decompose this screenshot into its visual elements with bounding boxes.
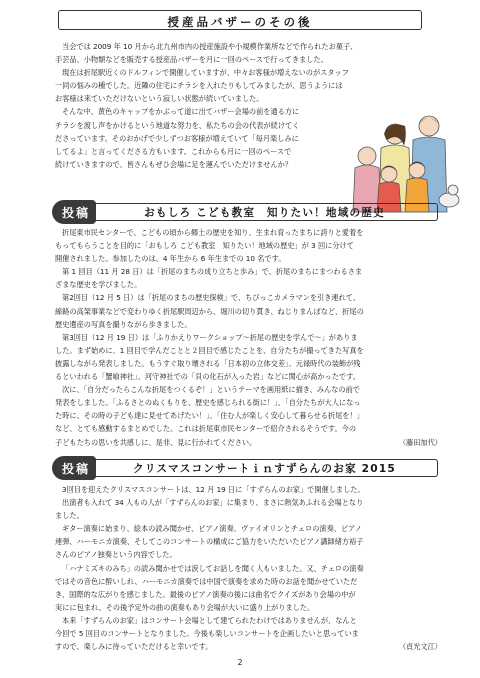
section3-line: 実にに包まれ、その後予定外の曲の演奏もあり会場が大いに盛り上がりました。 [55, 602, 315, 612]
post-tag-label: 投稿 [62, 206, 91, 220]
section2-line: 発表をしました。「ふるさとのぬくもりを、歴史を感じられる街に！」、「自分たちが大人になっ [55, 398, 361, 408]
section2-title-bar [92, 203, 438, 221]
section3-line: 「ハナミズキのみち」の読み聞かせでは涙してお話しを聞く人もいました。又、チェロの演奏 [62, 563, 364, 573]
section1-line: チラシを渡し声をかけるという地道な努力を、私たちの会の代表が続けてく [55, 120, 300, 130]
page-number: 2 [237, 658, 243, 667]
section2-line: もってもらうことを目的に「おもしろ こども教室 知りたい！地域の歴史」が 3 回に分けて [55, 241, 354, 251]
section3-line: ギター演奏に始まり、絵本の読み聞かせ、ピアノ演奏、ヴァイオリンとチェロの演奏、ピアノ [62, 524, 362, 534]
section2-line: ざまな歴史を学びました。 [55, 280, 142, 290]
section1-title-box [58, 10, 422, 30]
section3-line: 本来「すずらんのお家」はコンサート会場として建てられたわけではありませんが、なんと [62, 615, 357, 625]
section3-title: クリスマスコンサートｉｎすずらんのお家 2015 [133, 463, 396, 475]
section2-title: おもしろ こども教室 知りたい！地域の歴史 [144, 207, 385, 219]
section2-line: 第2回目（12 月 5 日）は「折尾のまちの歴史探検」で、ちびっこカメラマンを引き連れて、 [62, 293, 360, 303]
section2-line: た時に、その時の子ども達に見せてあげたい！」、「住む人が楽しく安心して暮らせる折尾を！」 [55, 411, 364, 421]
section2-line: るといわれる「蟹喰神社」、河守神社での「貝の化石が入った岩」などに関心が高かったです。 [55, 372, 360, 382]
section2-body [55, 226, 450, 449]
post-tag [52, 456, 96, 480]
section1-line: お客様は来ていただけないという寂しい状態が続いていました。 [55, 94, 264, 104]
section1-line: 当会では 2009 年 10 月から北九州市内の授産施設や小規模作業所などで作られたお菓子、 [62, 42, 358, 51]
section2-signature: （藤田加代） [398, 437, 442, 447]
section3-header [52, 456, 438, 480]
section2-line: 次に、「自分だったらこんな折尾をつくるぞ！」というテーマを画用紙に描き、みんなの前で [62, 385, 360, 395]
section3-line: き、国際的な広がりを感じました。最後のピアノ演奏の後には曲名でクイズがあり会場の中が [55, 589, 356, 599]
section2-line: 歴史遺産の写真を撮りながら歩きました。 [55, 319, 192, 329]
section2-line: した。まず始めに、1 回目で学んだことと２回目で感じたことを、自分たちが撮ってきた写真を [55, 345, 364, 355]
section1-line: 一同の悩みの種でした。近隣の住宅にチラシを入れたりもしてみましたが、思うようには [55, 81, 343, 91]
post-tag [52, 200, 96, 224]
section2-line: 第 1 回目（11 月 28 日）は「折尾のまちの成り立ちと歩み」で、折尾のまちにまつわるさま [62, 267, 363, 277]
section3-title-bar [92, 459, 438, 477]
section2-line: 開催されました。参加したのは、4 年生から 6 年生までの 10 名です。 [55, 254, 286, 264]
section3-line: 今回で 5 回目のコンサートとなりました。今後も楽しいコンサートを企画したいと思っていま [55, 629, 359, 639]
section2-line: など、とても感動するまとめでした。これは折尾東市民センターで紹介されるそうです。今の [55, 424, 357, 434]
section1-title: 授産品バザーのその後 [167, 15, 313, 29]
section1-line: そんな中、黄色のキャップをかぶって道に出てバザー会場の前を通る方に [62, 107, 300, 117]
section1-line: 手芸品、小物類などを販売する授産品バザーを月に一回のペースで行ってきました。 [55, 55, 328, 65]
section1-line: 現在は折尾駅近くのドルフィンで開催していますが、中々お客様が増えないのがスタッフ [62, 68, 349, 78]
section3-signature: （貞光文江） [398, 642, 442, 652]
section3-body [55, 483, 450, 653]
section3-line: 3回目を迎えたクリスマスコンサートは、12 月 19 日に「すずらんのお家」で開催しました。 [62, 485, 365, 494]
section2-line: 線路の高架事業などで変わりゆく折尾駅周辺から、堀川の切り貫き、ねじりまんぽなど、折尾の [55, 306, 364, 316]
section3-line: 連弾、ハーモニカ演奏、そしてこのコンサートの構成にご協力をいただいたピアノ講師緒方裕子 [55, 537, 364, 547]
section1-line: してるよ」と言ってくださる方もいます。これからも月に一回のペースで [55, 146, 292, 156]
section3-line: さんのピアノ独奏という内容でした。 [55, 550, 177, 560]
section2-line: 子どもたちの思いを共感しに、是非、見に行かれてください。 [55, 437, 257, 447]
section3-line: ました。 [55, 511, 84, 521]
section2-line: 披露しながら発表しました。もうすぐ取り壊される「日本初の立体交差」、元禄時代の装飾が残 [55, 358, 361, 368]
section3-line: ではその音色に酔いしれ、ハーモニカ演奏では中国で演奏を求めた時のお話を聞かせていただ [55, 576, 358, 586]
section2-header [52, 200, 438, 224]
section2-line: 第3回目（12 月 19 日）は「ふりかえりワークショップ～折尾の歴史を学んで～」がありま [62, 332, 358, 342]
section2-line: 折尾東市民センターで、こどもの頃から郷土の歴史を知り、生まれ育ったまちに誇りと愛着を [62, 228, 364, 237]
section1-line: 続けていきますので、皆さんもぜひ会場に足を運んでいただけませんか？ [55, 159, 293, 169]
section3-line: すので、楽しみに待っていただけると幸いです。 [55, 642, 213, 652]
section3-line: 出演者も入れて 34 人もの人が「すずらんのお家」に集まり、まさに熱気あふれる会場となり [62, 498, 364, 508]
post-tag-label: 投稿 [62, 462, 91, 476]
section1-line: ださっています。そのおかげで少しずつお客様が増えていて「毎月楽しみに [55, 133, 299, 143]
